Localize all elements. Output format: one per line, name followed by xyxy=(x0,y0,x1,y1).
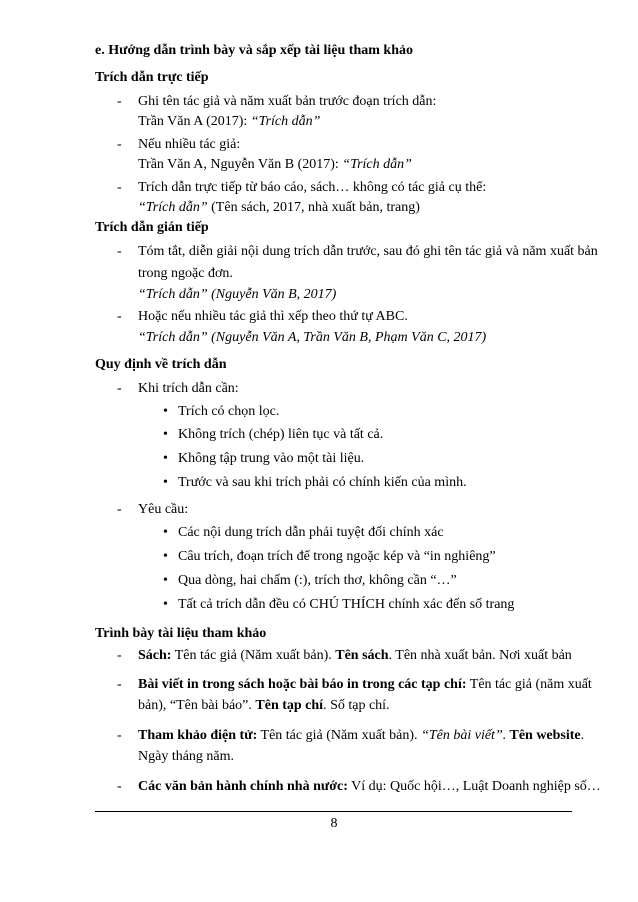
dash-bullet: - xyxy=(117,244,122,259)
dot-bullet: • xyxy=(163,597,168,612)
indirect-item-1-line2: trong ngoặc đơn. xyxy=(138,266,233,281)
dash-bullet: - xyxy=(117,648,122,663)
dash-bullet: - xyxy=(117,381,122,396)
direct-item-3-example: “Trích dẫn” (Tên sách, 2017, nhà xuất bản, trang) xyxy=(138,200,420,215)
dot-bullet: • xyxy=(163,404,168,419)
rules-req-item: Tất cả trích dẫn đều có CHÚ THÍCH chính xác đến số trang xyxy=(178,597,515,612)
refs-article-line1: Bài viết in trong sách hoặc bài báo in trong các tạp chí: Tên tác giả (năm xuất xyxy=(138,677,592,692)
dash-bullet: - xyxy=(117,309,122,324)
rules-req-label: Yêu cầu: xyxy=(138,502,189,517)
rules-req-item: Các nội dung trích dẫn phải tuyệt đối chính xác xyxy=(178,525,444,540)
rules-when-item: Trước và sau khi trích phải có chính kiến của mình. xyxy=(178,475,467,490)
direct-item-1: Ghi tên tác giả và năm xuất bản trước đoạn trích dẫn: xyxy=(138,94,437,109)
refs-web-line2: Ngày tháng năm. xyxy=(138,749,235,764)
dash-bullet: - xyxy=(117,502,122,517)
indirect-item-2: Hoặc nếu nhiều tác giả thì xếp theo thứ tự ABC. xyxy=(138,309,408,324)
rules-title: Quy định về trích dẫn xyxy=(95,357,227,372)
dot-bullet: • xyxy=(163,549,168,564)
indirect-item-2-example: “Trích dẫn” (Nguyễn Văn A, Trần Văn B, Phạm Văn C, 2017) xyxy=(138,330,487,345)
direct-citation-title: Trích dẫn trực tiếp xyxy=(95,70,209,85)
indirect-item-1-example: “Trích dẫn” (Nguyễn Văn B, 2017) xyxy=(138,287,337,302)
rules-req-item: Câu trích, đoạn trích để trong ngoặc kép và “in nghiêng” xyxy=(178,549,496,564)
rules-when-item: Không tập trung vào một tài liệu. xyxy=(178,451,365,466)
dot-bullet: • xyxy=(163,451,168,466)
footer-rule xyxy=(95,811,572,812)
dash-bullet: - xyxy=(117,180,122,195)
refs-web-line1: Tham khảo điện tử: Tên tác giả (Năm xuất bản). “Tên bài viết”. Tên website. xyxy=(138,728,585,743)
direct-item-3: Trích dẫn trực tiếp từ báo cáo, sách… không có tác giả cụ thể: xyxy=(138,180,487,195)
dash-bullet: - xyxy=(117,94,122,109)
refs-article-line2: bản), “Tên bài báo”. Tên tạp chí. Số tạp chí. xyxy=(138,698,390,713)
direct-item-2: Nếu nhiều tác giả: xyxy=(138,137,241,152)
section-heading: e. Hướng dẫn trình bày và sắp xếp tài liệu tham khảo xyxy=(95,43,413,58)
direct-item-1-example: Trần Văn A (2017): “Trích dẫn” xyxy=(138,114,321,129)
dot-bullet: • xyxy=(163,427,168,442)
refs-book: Sách: Tên tác giả (Năm xuất bản). Tên sách. Tên nhà xuất bản. Nơi xuất bản xyxy=(138,648,572,663)
dot-bullet: • xyxy=(163,525,168,540)
rules-when-label: Khi trích dẫn cần: xyxy=(138,381,239,396)
dot-bullet: • xyxy=(163,573,168,588)
rules-when-item: Trích có chọn lọc. xyxy=(178,404,280,419)
indirect-citation-title: Trích dẫn gián tiếp xyxy=(95,220,209,235)
direct-item-2-example: Trần Văn A, Nguyễn Văn B (2017): “Trích dẫn” xyxy=(138,157,412,172)
dash-bullet: - xyxy=(117,677,122,692)
dash-bullet: - xyxy=(117,137,122,152)
indirect-item-1-line1: Tóm tắt, diễn giải nội dung trích dẫn trước, sau đó ghi tên tác giả và năm xuất bản xyxy=(138,244,598,259)
refs-admin: Các văn bản hành chính nhà nước: Ví dụ: Quốc hội…, Luật Doanh nghiệp số… xyxy=(138,779,601,794)
rules-req-item: Qua dòng, hai chấm (:), trích thơ, không cần “…” xyxy=(178,573,457,588)
refs-title: Trình bày tài liệu tham khảo xyxy=(95,626,267,641)
dash-bullet: - xyxy=(117,779,122,794)
rules-when-item: Không trích (chép) liên tục và tất cả. xyxy=(178,427,384,442)
dot-bullet: • xyxy=(163,475,168,490)
page-number: 8 xyxy=(330,816,338,831)
dash-bullet: - xyxy=(117,728,122,743)
